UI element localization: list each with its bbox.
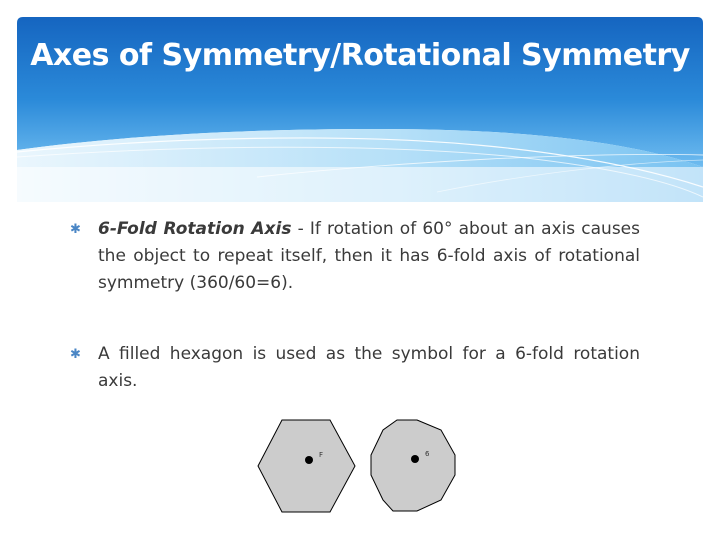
symmetry-shapes [255, 415, 465, 535]
slide-title: Axes of Symmetry/Rotational Symmetry [30, 38, 690, 73]
bullet-text: - If rotation of 60° about an axis causes the object to repeat itself, then it has 6-fold axis of rotational symmetry (360/60=6). [98, 219, 641, 293]
bullet-term: 6-Fold Rotation Axis [98, 219, 292, 239]
hexagon-shape [258, 420, 355, 512]
asterisk-bullet-icon: ✱ [70, 222, 81, 237]
rotation-axis-dot [305, 456, 313, 464]
asterisk-bullet-icon: ✱ [70, 347, 81, 362]
bullet-item-six-fold-axis [70, 216, 640, 297]
bullet-list [70, 216, 640, 395]
bullet-item-hexagon-symbol [70, 341, 640, 395]
rotation-axis-dot [411, 455, 419, 463]
shape-label-f: F [319, 451, 324, 459]
symmetry-figure [255, 415, 465, 535]
bullet-text: A filled hexagon is used as the symbol for a 6-fold rotation axis. [98, 344, 640, 391]
rounded-hexagon-shape [371, 420, 455, 511]
shape-label-6: 6 [425, 450, 430, 458]
